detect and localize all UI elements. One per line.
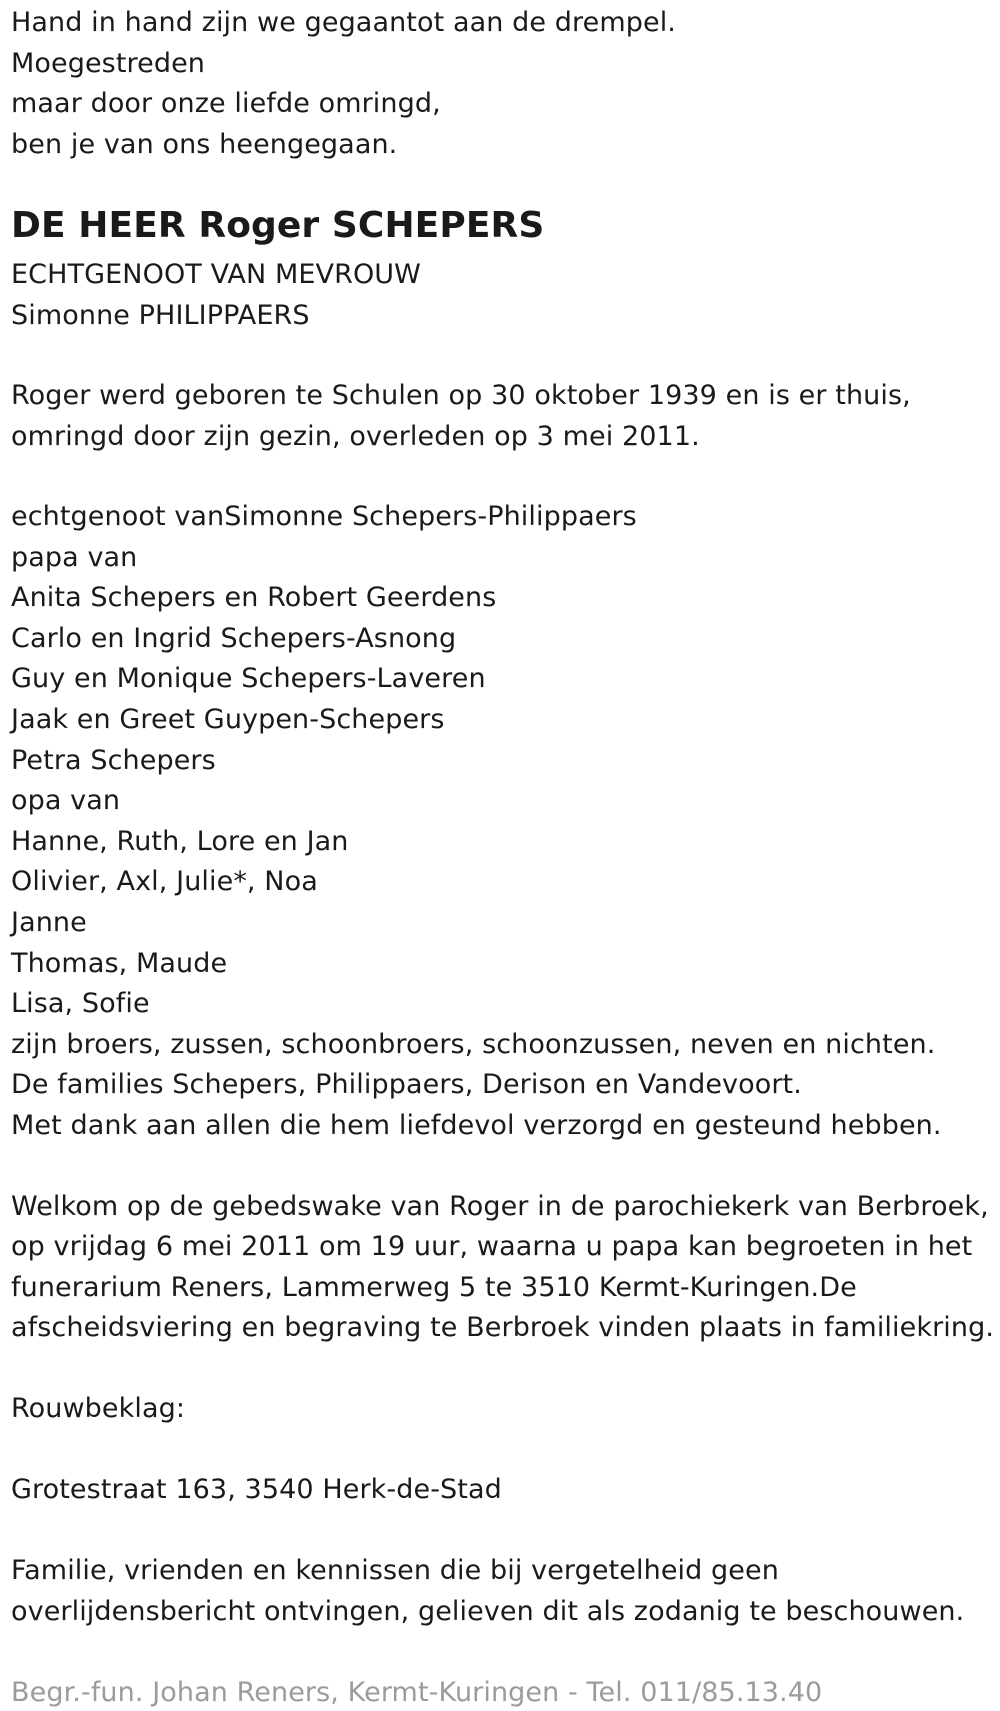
notice-line: Familie, vrienden en kennissen die bij vergetelheid geen	[11, 1555, 779, 1586]
family-line: Lisa, Sofie	[11, 988, 150, 1019]
poem-line: Moegestreden	[11, 48, 206, 79]
family-line: Met dank aan allen die hem liefdevol verzorgd en gesteund hebben.	[11, 1110, 942, 1141]
wake-line: afscheidsviering en begraving te Berbroek vinden plaats in familiekring.	[11, 1312, 995, 1343]
family-line: Guy en Monique Schepers-Laveren	[11, 663, 486, 694]
wake-line: Welkom op de gebedswake van Roger in de parochiekerk van Berbroek,	[11, 1191, 989, 1222]
family-line: Thomas, Maude	[11, 948, 228, 979]
poem-line: maar door onze liefde omringd,	[11, 88, 441, 119]
condolence-address: Grotestraat 163, 3540 Herk-de-Stad	[11, 1474, 502, 1505]
wake-line: funerarium Reners, Lammerweg 5 te 3510 Kermt-Kuringen.De	[11, 1272, 857, 1303]
spouse-name: Simonne PHILIPPAERS	[11, 300, 310, 331]
wake-line: op vrijdag 6 mei 2011 om 19 uur, waarna u papa kan begroeten in het	[11, 1231, 973, 1262]
condolence-label: Rouwbeklag:	[11, 1393, 186, 1424]
family-line: papa van	[11, 542, 138, 573]
family-line: Jaak en Greet Guypen-Schepers	[11, 704, 445, 735]
family-line: Petra Schepers	[11, 745, 216, 776]
family-line: zijn broers, zussen, schoonbroers, schoonzussen, neven en nichten.	[11, 1029, 936, 1060]
family-line: opa van	[11, 785, 121, 816]
funeral-home-footer: Begr.-fun. Johan Reners, Kermt-Kuringen - Tel. 011/85.13.40	[11, 1677, 823, 1708]
family-line: echtgenoot vanSimonne Schepers-Philippaers	[11, 501, 637, 532]
birth-death-line: Roger werd geboren te Schulen op 30 oktober 1939 en is er thuis,	[11, 380, 911, 411]
poem-line: Hand in hand zijn we gegaantot aan de drempel.	[11, 7, 676, 38]
spouse-title: ECHTGENOOT VAN MEVROUW	[11, 259, 421, 290]
notice-line: overlijdensbericht ontvingen, gelieven dit als zodanig te beschouwen.	[11, 1596, 965, 1627]
family-line: Anita Schepers en Robert Geerdens	[11, 582, 497, 613]
family-line: De families Schepers, Philippaers, Derison en Vandevoort.	[11, 1069, 802, 1100]
family-line: Olivier, Axl, Julie*, Noa	[11, 866, 318, 897]
poem-line: ben je van ons heengegaan.	[11, 129, 398, 160]
deceased-name: DE HEER Roger SCHEPERS	[11, 205, 545, 246]
family-line: Carlo en Ingrid Schepers-Asnong	[11, 623, 457, 654]
birth-death-line: omringd door zijn gezin, overleden op 3 mei 2011.	[11, 421, 700, 452]
family-line: Hanne, Ruth, Lore en Jan	[11, 826, 349, 857]
family-line: Janne	[11, 907, 87, 938]
